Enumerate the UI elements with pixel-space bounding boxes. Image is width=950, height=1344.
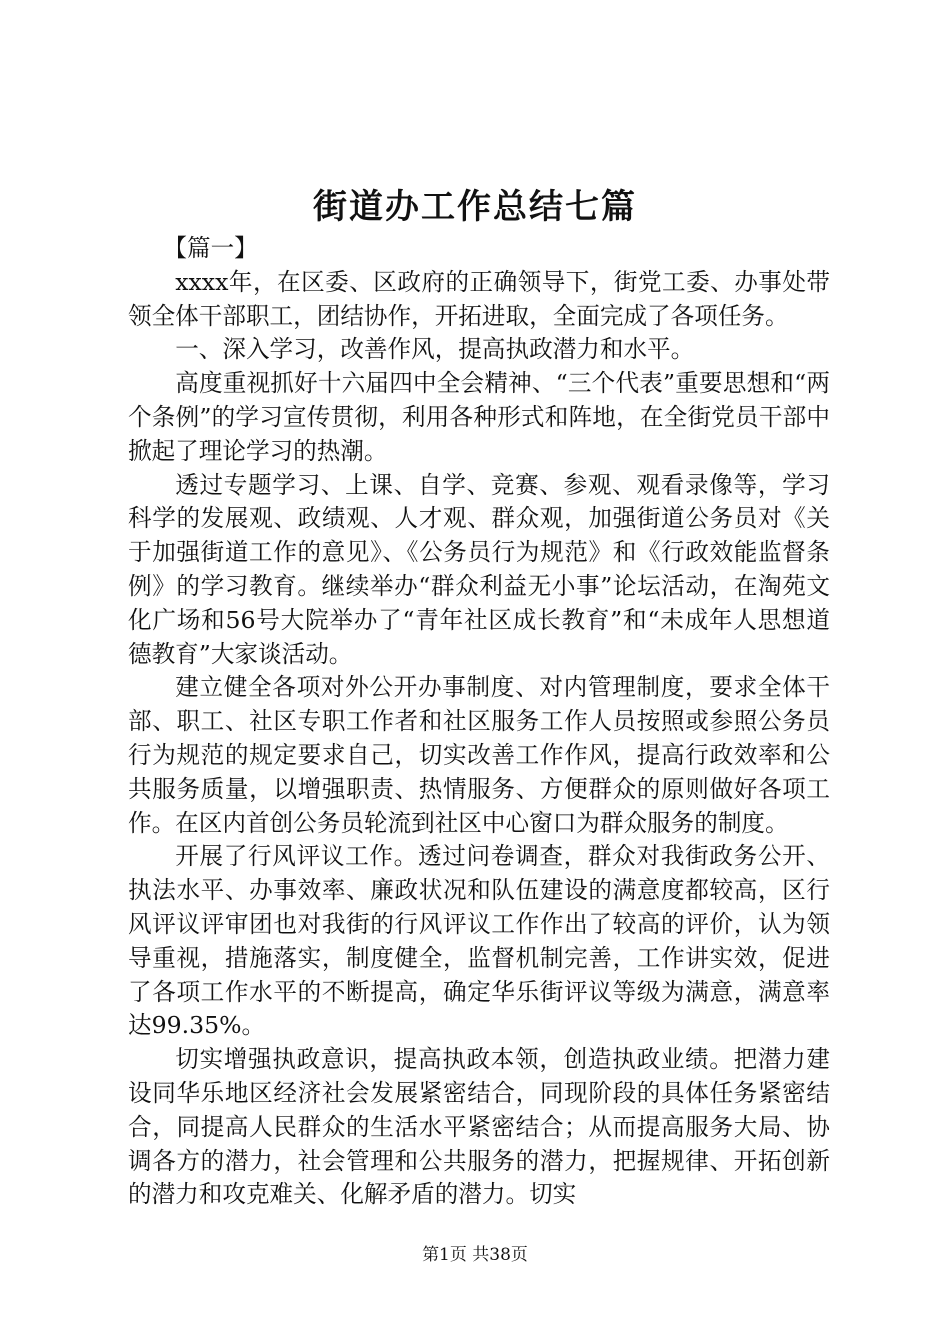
paragraph-heading-1: 一、深入学习，改善作风，提高执政潜力和水平。	[175, 335, 695, 364]
paragraph-2: 高度重视抓好十六届四中全会精神、“三个代表”重要思想和“两个条例”的学习宣传贯彻，利用各种形式和阵地，在全街党员干部中掀起了理论学习的热潮。	[128, 369, 830, 465]
paragraph-4: 建立健全各项对外公开办事制度、对内管理制度，要求全体干部、职工、社区专职工作者和社区服务工作人员按照或参照公务员行为规范的规定要求自己，切实改善工作作风，提高行政效率和公共服务质量，以增强职责、热情服务、方便群众的原则做好各项工作。在区内首创公务员轮流到社区中心窗口为群众服务的制度。	[128, 673, 830, 837]
paragraph-intro: xxxx年，在区委、区政府的正确领导下，街党工委、办事处带领全体干部职工，团结协作，开拓进取，全面完成了各项任务。	[128, 267, 830, 330]
page-footer: 第1页 共38页	[422, 1245, 528, 1265]
document-title: 街道办工作总结七篇	[313, 187, 637, 227]
paragraph-3: 透过专题学习、上课、自学、竞赛、参观、观看录像等，学习科学的发展观、政绩观、人才观、群众观，加强街道公务员对《关于加强街道工作的意见》、《公务员行为规范》和《行政效能监督条例》的学习教育。继续举办“群众利益无小事”论坛活动，在淘苑文化广场和56号大院举办了“青年社区成长教育”和“未成年人思想道德教育”大家谈活动。	[128, 470, 830, 668]
section-label: 【篇一】	[163, 234, 258, 262]
paragraph-5: 开展了行风评议工作。透过问卷调查，群众对我街政务公开、执法水平、办事效率、廉政状况和队伍建设的满意度都较高，区行风评议评审团也对我街的行风评议工作作出了较高的评价，认为领导重视，措施落实，制度健全，监督机制完善，工作讲实效，促进了各项工作水平的不断提高，确定华乐街评议等级为满意，满意率达99.35%。	[128, 842, 830, 1040]
paragraph-6: 切实增强执政意识，提高执政本领，创造执政业绩。把潜力建设同华乐地区经济社会发展紧密结合，同现阶段的具体任务紧密结合，同提高人民群众的生活水平紧密结合；从而提高服务大局、协调各方的潜力，社会管理和公共服务的潜力，把握规律、开拓创新的潜力和攻克难关、化解矛盾的潜力。切实	[128, 1045, 830, 1209]
document-body	[128, 232, 830, 1212]
